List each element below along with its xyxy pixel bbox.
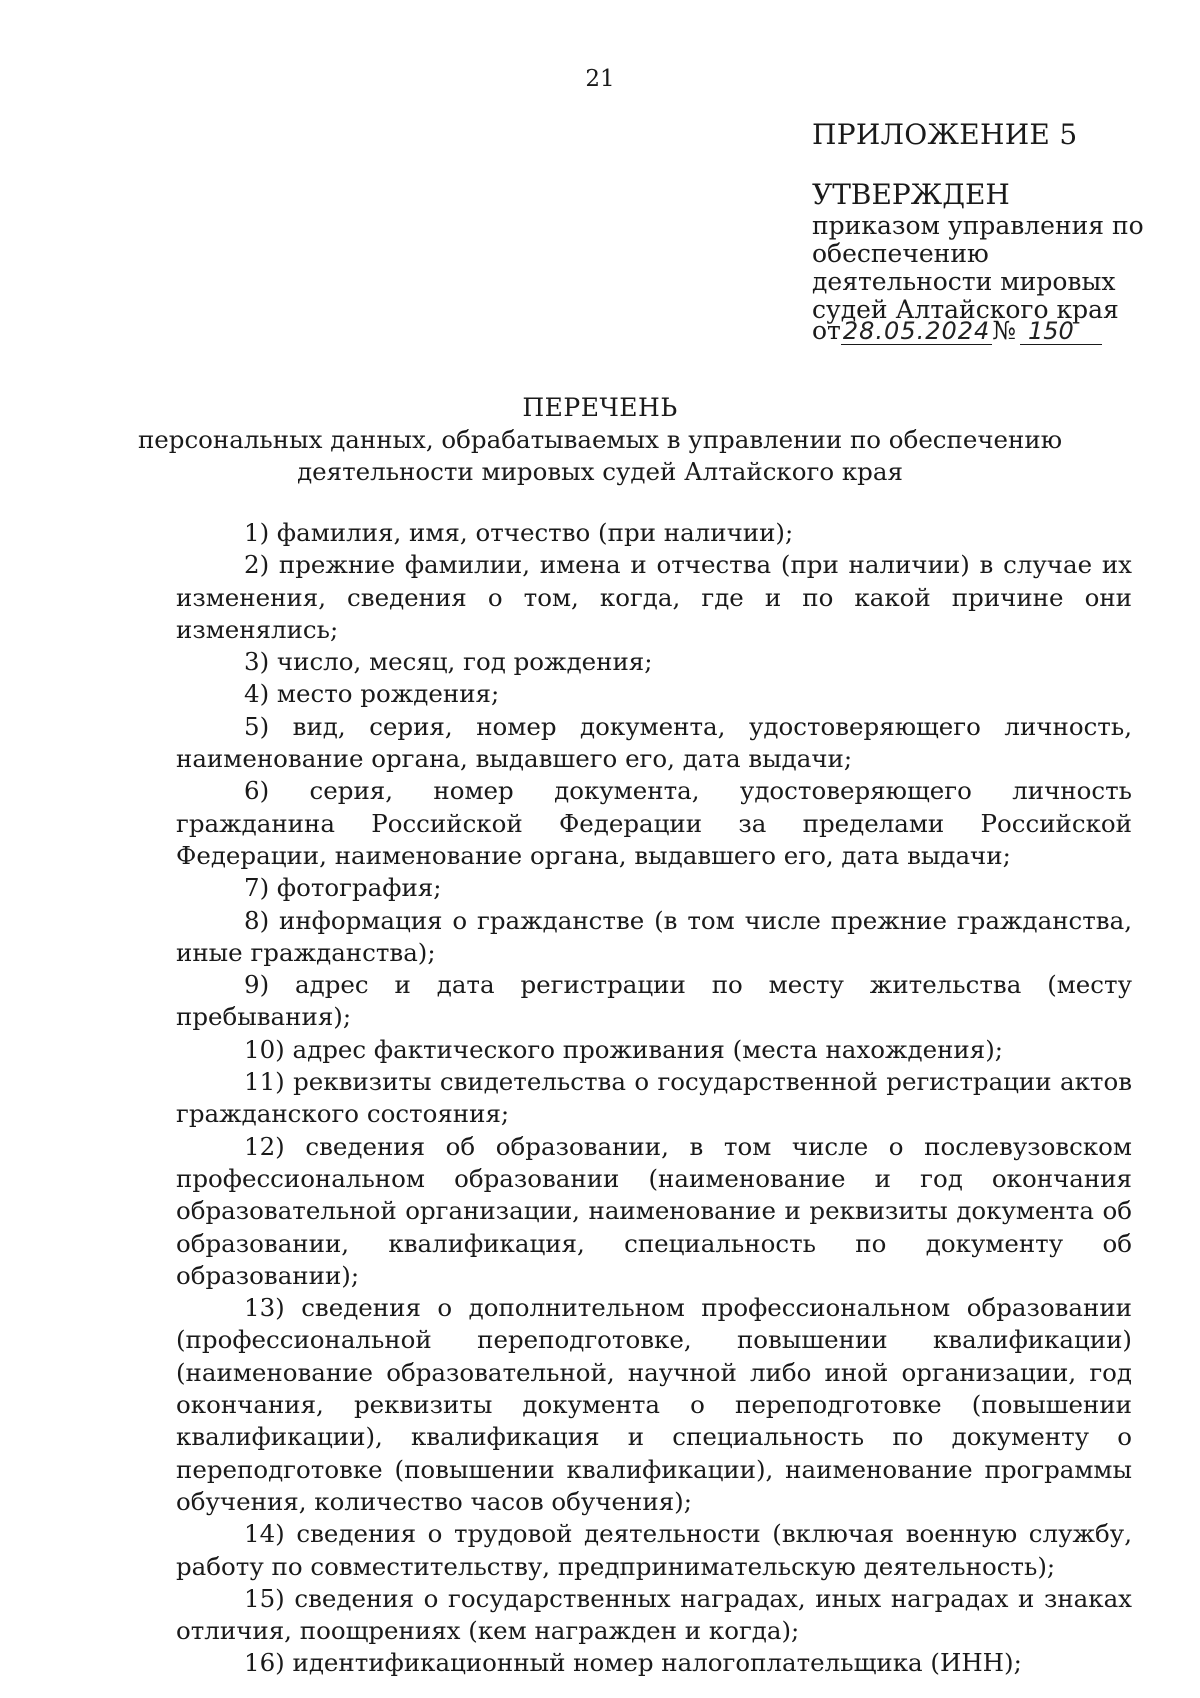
- approval-line: приказом управления по: [812, 211, 1144, 240]
- subtitle-line: деятельности мировых судей Алтайского края: [297, 457, 903, 486]
- handwritten-date: 28.05.2024: [842, 317, 991, 345]
- list-item: 14) сведения о трудовой деятельности (включая военную службу, работу по совместительству, предпринимательскую деятельность);: [176, 1519, 1132, 1581]
- list-item: 16) идентификационный номер налогоплательщика (ИНН);: [244, 1648, 1022, 1678]
- approval-title: УТВЕРЖДЕН: [812, 178, 1010, 211]
- list-item: 9) адрес и дата регистрации по месту жительства (месту пребывания);: [176, 970, 1132, 1032]
- list-item: 12) сведения об образовании, в том числе о послевузовском профессиональном образовании (наименование и год окончания образовательной организации, наименование и реквизиты документа об образовании, квалификация, специальность по документу об образовании);: [176, 1131, 1132, 1290]
- list-item: 3) число, месяц, год рождения;: [244, 647, 653, 677]
- subtitle-line: персональных данных, обрабатываемых в управлении по обеспечению: [137, 425, 1063, 454]
- list-item: 8) информация о гражданстве (в том числе прежние гражданства, иные гражданства);: [176, 905, 1132, 967]
- document-subtitle: [0, 424, 1200, 488]
- approval-lines: [812, 212, 1142, 324]
- personal-data-list: [176, 517, 1132, 1680]
- list-item: 7) фотография;: [244, 873, 442, 903]
- approval-line: судей Алтайского края: [812, 295, 1119, 324]
- list-item: 6) серия, номер документа, удостоверяющего личность гражданина Российской Федерации за пределами Российской Федерации, наименование органа, выдавшего его, дата выдачи;: [176, 776, 1132, 870]
- approval-line: деятельности мировых: [812, 267, 1116, 296]
- list-item: 1) фамилия, имя, отчество (при наличии);: [244, 518, 794, 547]
- list-item: 11) реквизиты свидетельства о государственной регистрации актов гражданского состояния;: [176, 1067, 1132, 1129]
- list-item: 4) место рождения;: [244, 679, 500, 709]
- list-item: 5) вид, серия, номер документа, удостоверяющего личность, наименование органа, выдавшего его, дата выдачи;: [176, 711, 1132, 774]
- page-number: 21: [585, 66, 615, 92]
- date-prefix: от: [812, 316, 841, 345]
- handwritten-number: 150: [1020, 318, 1102, 345]
- document-title: ПЕРЕЧЕНЬ: [522, 393, 678, 422]
- order-date-number: [812, 316, 1102, 345]
- appendix-heading: ПРИЛОЖЕНИЕ 5: [812, 118, 1078, 151]
- number-prefix: №: [992, 316, 1016, 345]
- list-item: 2) прежние фамилии, имена и отчества (при наличии) в случае их изменения, сведения о том, когда, где и по какой причине они изменялись;: [176, 550, 1132, 644]
- list-item: 10) адрес фактического проживания (места нахождения);: [244, 1034, 1004, 1064]
- list-item: 13) сведения о дополнительном профессиональном образовании (профессиональной переподготовке, повышении квалификации) (наименование образовательной, научной либо иной организации, год окончания, реквизиты документа о переподготовке (повышении квалификации), квалификация и специальность по документу о переподготовке (повышении квалификации), наименование программы обучения, количество часов обучения);: [176, 1293, 1132, 1516]
- list-item: 15) сведения о государственных наградах, иных наградах и знаках отличия, поощрениях (кем награжден и когда);: [176, 1583, 1132, 1646]
- approval-block: [812, 178, 1142, 324]
- approval-line: обеспечению: [812, 239, 989, 268]
